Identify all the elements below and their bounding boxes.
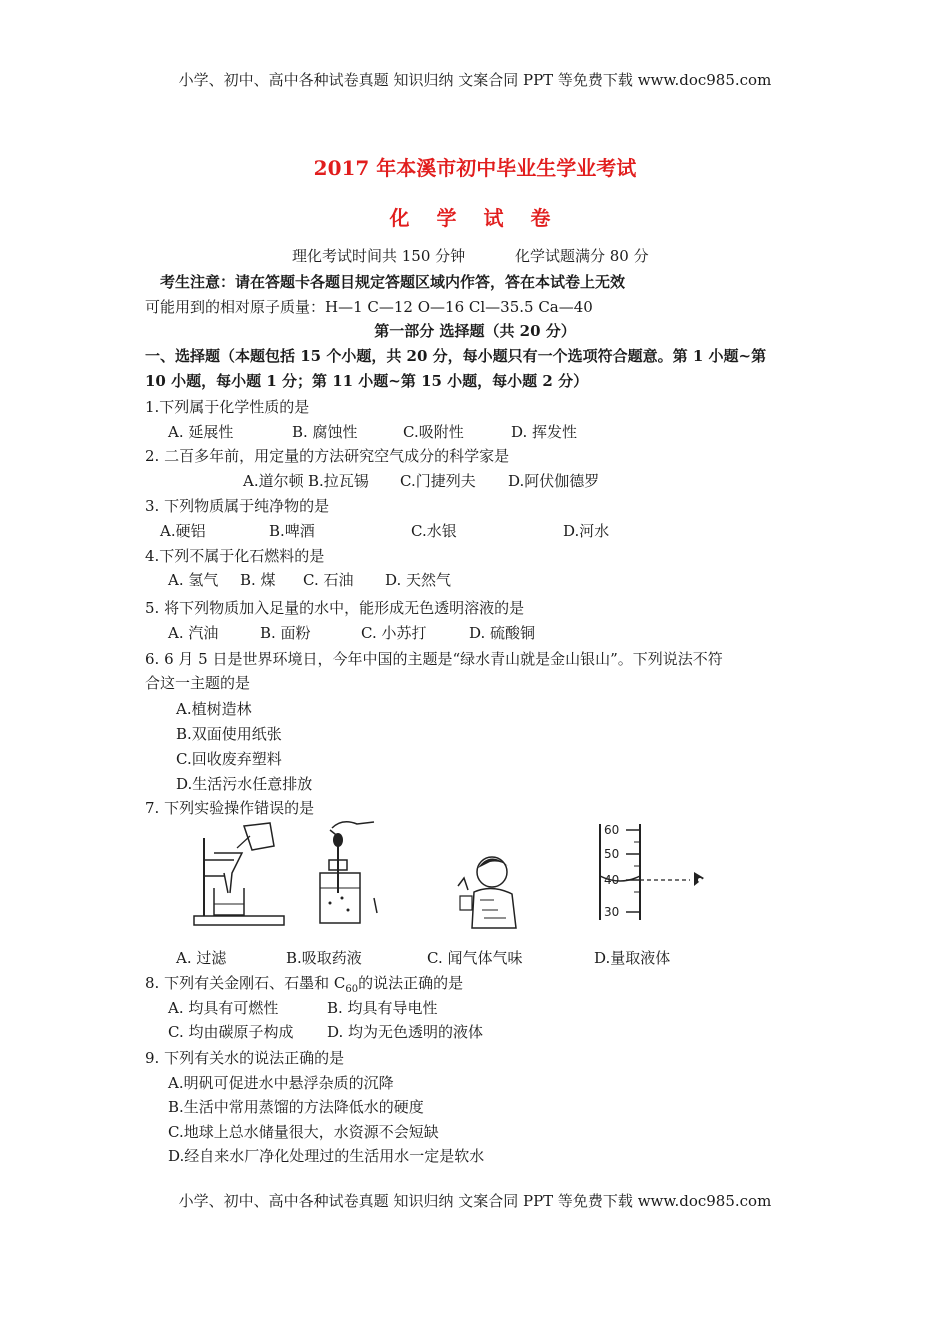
q7-option-a: A. 过滤 — [176, 949, 227, 967]
q9-option-c: C.地球上总水储量很大，水资源不会短缺 — [168, 1123, 439, 1141]
part-title: 第一部分 选择题（共 20 分） — [374, 322, 576, 340]
q1-option-b: B. 腐蚀性 — [292, 423, 358, 441]
q3-option-b: B.啤酒 — [269, 522, 315, 540]
q3-option-c: C.水银 — [411, 522, 457, 540]
q8-option-a: A. 均具有可燃性 — [168, 999, 279, 1017]
q9-option-a: A.明矾可促进水中悬浮杂质的沉降 — [168, 1074, 394, 1092]
cylinder-tick-50: 50 — [604, 847, 620, 861]
q7-option-c: C. 闻气体气味 — [427, 949, 523, 967]
filtration-figure — [192, 818, 287, 928]
q9-option-d: D.经自来水厂净化处理过的生活用水一定是软水 — [168, 1147, 485, 1165]
q8-stem — [145, 973, 463, 1000]
cylinder-tick-30: 30 — [604, 905, 620, 919]
q7-stem: 7. 下列实验操作错误的是 — [145, 799, 315, 817]
q2-option-d: D.阿伏伽德罗 — [508, 472, 600, 490]
q9-stem: 9. 下列有关水的说法正确的是 — [145, 1049, 345, 1067]
score-info: 化学试题满分 80 分 — [515, 247, 649, 265]
graduated-cylinder-figure — [590, 820, 720, 922]
page-header: 小学、初中、高中各种试卷真题 知识归纳 文案合同 PPT 等免费下载 www.doc985.com — [178, 71, 772, 89]
q2-stem: 2. 二百多年前，用定量的方法研究空气成分的科学家是 — [145, 447, 510, 465]
q5-option-b: B. 面粉 — [260, 624, 311, 642]
q2-option-a: A.道尔顿 — [243, 472, 304, 490]
q8-option-b: B. 均具有导电性 — [327, 999, 438, 1017]
smell-gas-figure — [450, 848, 522, 930]
q6-option-b: B.双面使用纸张 — [176, 725, 282, 743]
candidate-notice: 考生注意：请在答题卡各题目规定答题区域内作答，答在本试卷上无效 — [160, 273, 626, 291]
q4-option-c: C. 石油 — [303, 571, 354, 589]
q5-stem: 5. 将下列物质加入足量的水中，能形成无色透明溶液的是 — [145, 599, 525, 617]
q1-option-c: C.吸附性 — [403, 423, 464, 441]
cylinder-tick-40: 40 — [604, 873, 620, 887]
q2-option-c: C.门捷列夫 — [400, 472, 476, 490]
q4-stem: 4.下列不属于化石燃料的是 — [145, 547, 325, 565]
cylinder-tick-60: 60 — [604, 823, 620, 837]
q6-option-c: C.回收废弃塑料 — [176, 750, 282, 768]
q2-option-b: B.拉瓦锡 — [308, 472, 369, 490]
q5-option-c: C. 小苏打 — [361, 624, 427, 642]
q6-stem-line2: 合这一主题的是 — [145, 674, 251, 692]
section-instructions-1: 一、选择题（本题包括 15 个小题，共 20 分，每小题只有一个选项符合题意。第 1 小题~第 — [145, 347, 767, 365]
atomic-masses: 可能用到的相对原子质量：H—1 C—12 O—16 Cl—35.5 Ca—40 — [145, 298, 593, 316]
q8-stem-prefix: 8. 下列有关金刚石、石墨和 C — [145, 974, 346, 992]
q3-option-d: D.河水 — [563, 522, 610, 540]
q4-option-a: A. 氢气 — [168, 571, 219, 589]
q1-stem: 1.下列属于化学性质的是 — [145, 398, 310, 416]
q6-option-a: A.植树造林 — [176, 700, 252, 718]
exam-title: 2017 年本溪市初中毕业生学业考试 — [313, 156, 637, 180]
q9-option-b: B.生活中常用蒸馏的方法降低水的硬度 — [168, 1098, 424, 1116]
q8-stem-suffix: 的说法正确的是 — [358, 974, 464, 992]
q6-stem-line1: 6. 6 月 5 日是世界环境日，今年中国的主题是“绿水青山就是金山银山”。下列说法不符 — [145, 650, 723, 668]
q7-option-d: D.量取液体 — [594, 949, 671, 967]
q8-option-d: D. 均为无色透明的液体 — [327, 1023, 484, 1041]
q8-stem-subscript: 60 — [345, 984, 359, 995]
q5-option-a: A. 汽油 — [168, 624, 219, 642]
q4-option-d: D. 天然气 — [385, 571, 452, 589]
q3-stem: 3. 下列物质属于纯净物的是 — [145, 497, 330, 515]
q1-option-a: A. 延展性 — [168, 423, 234, 441]
q3-option-a: A.硬铝 — [160, 522, 206, 540]
q5-option-d: D. 硫酸铜 — [469, 624, 536, 642]
dropper-figure — [312, 818, 382, 928]
section-instructions-2: 10 小题，每小题 1 分；第 11 小题~第 15 小题，每小题 2 分） — [145, 372, 589, 390]
q8-option-c: C. 均由碳原子构成 — [168, 1023, 294, 1041]
q1-option-d: D. 挥发性 — [511, 423, 578, 441]
time-info: 理化考试时间共 150 分钟 — [292, 247, 466, 265]
exam-subtitle: 化 学 试 卷 — [389, 206, 561, 230]
q4-option-b: B. 煤 — [240, 571, 276, 589]
page-footer: 小学、初中、高中各种试卷真题 知识归纳 文案合同 PPT 等免费下载 www.doc985.com — [178, 1192, 772, 1210]
q6-option-d: D.生活污水任意排放 — [176, 775, 313, 793]
q7-option-b: B.吸取药液 — [286, 949, 362, 967]
